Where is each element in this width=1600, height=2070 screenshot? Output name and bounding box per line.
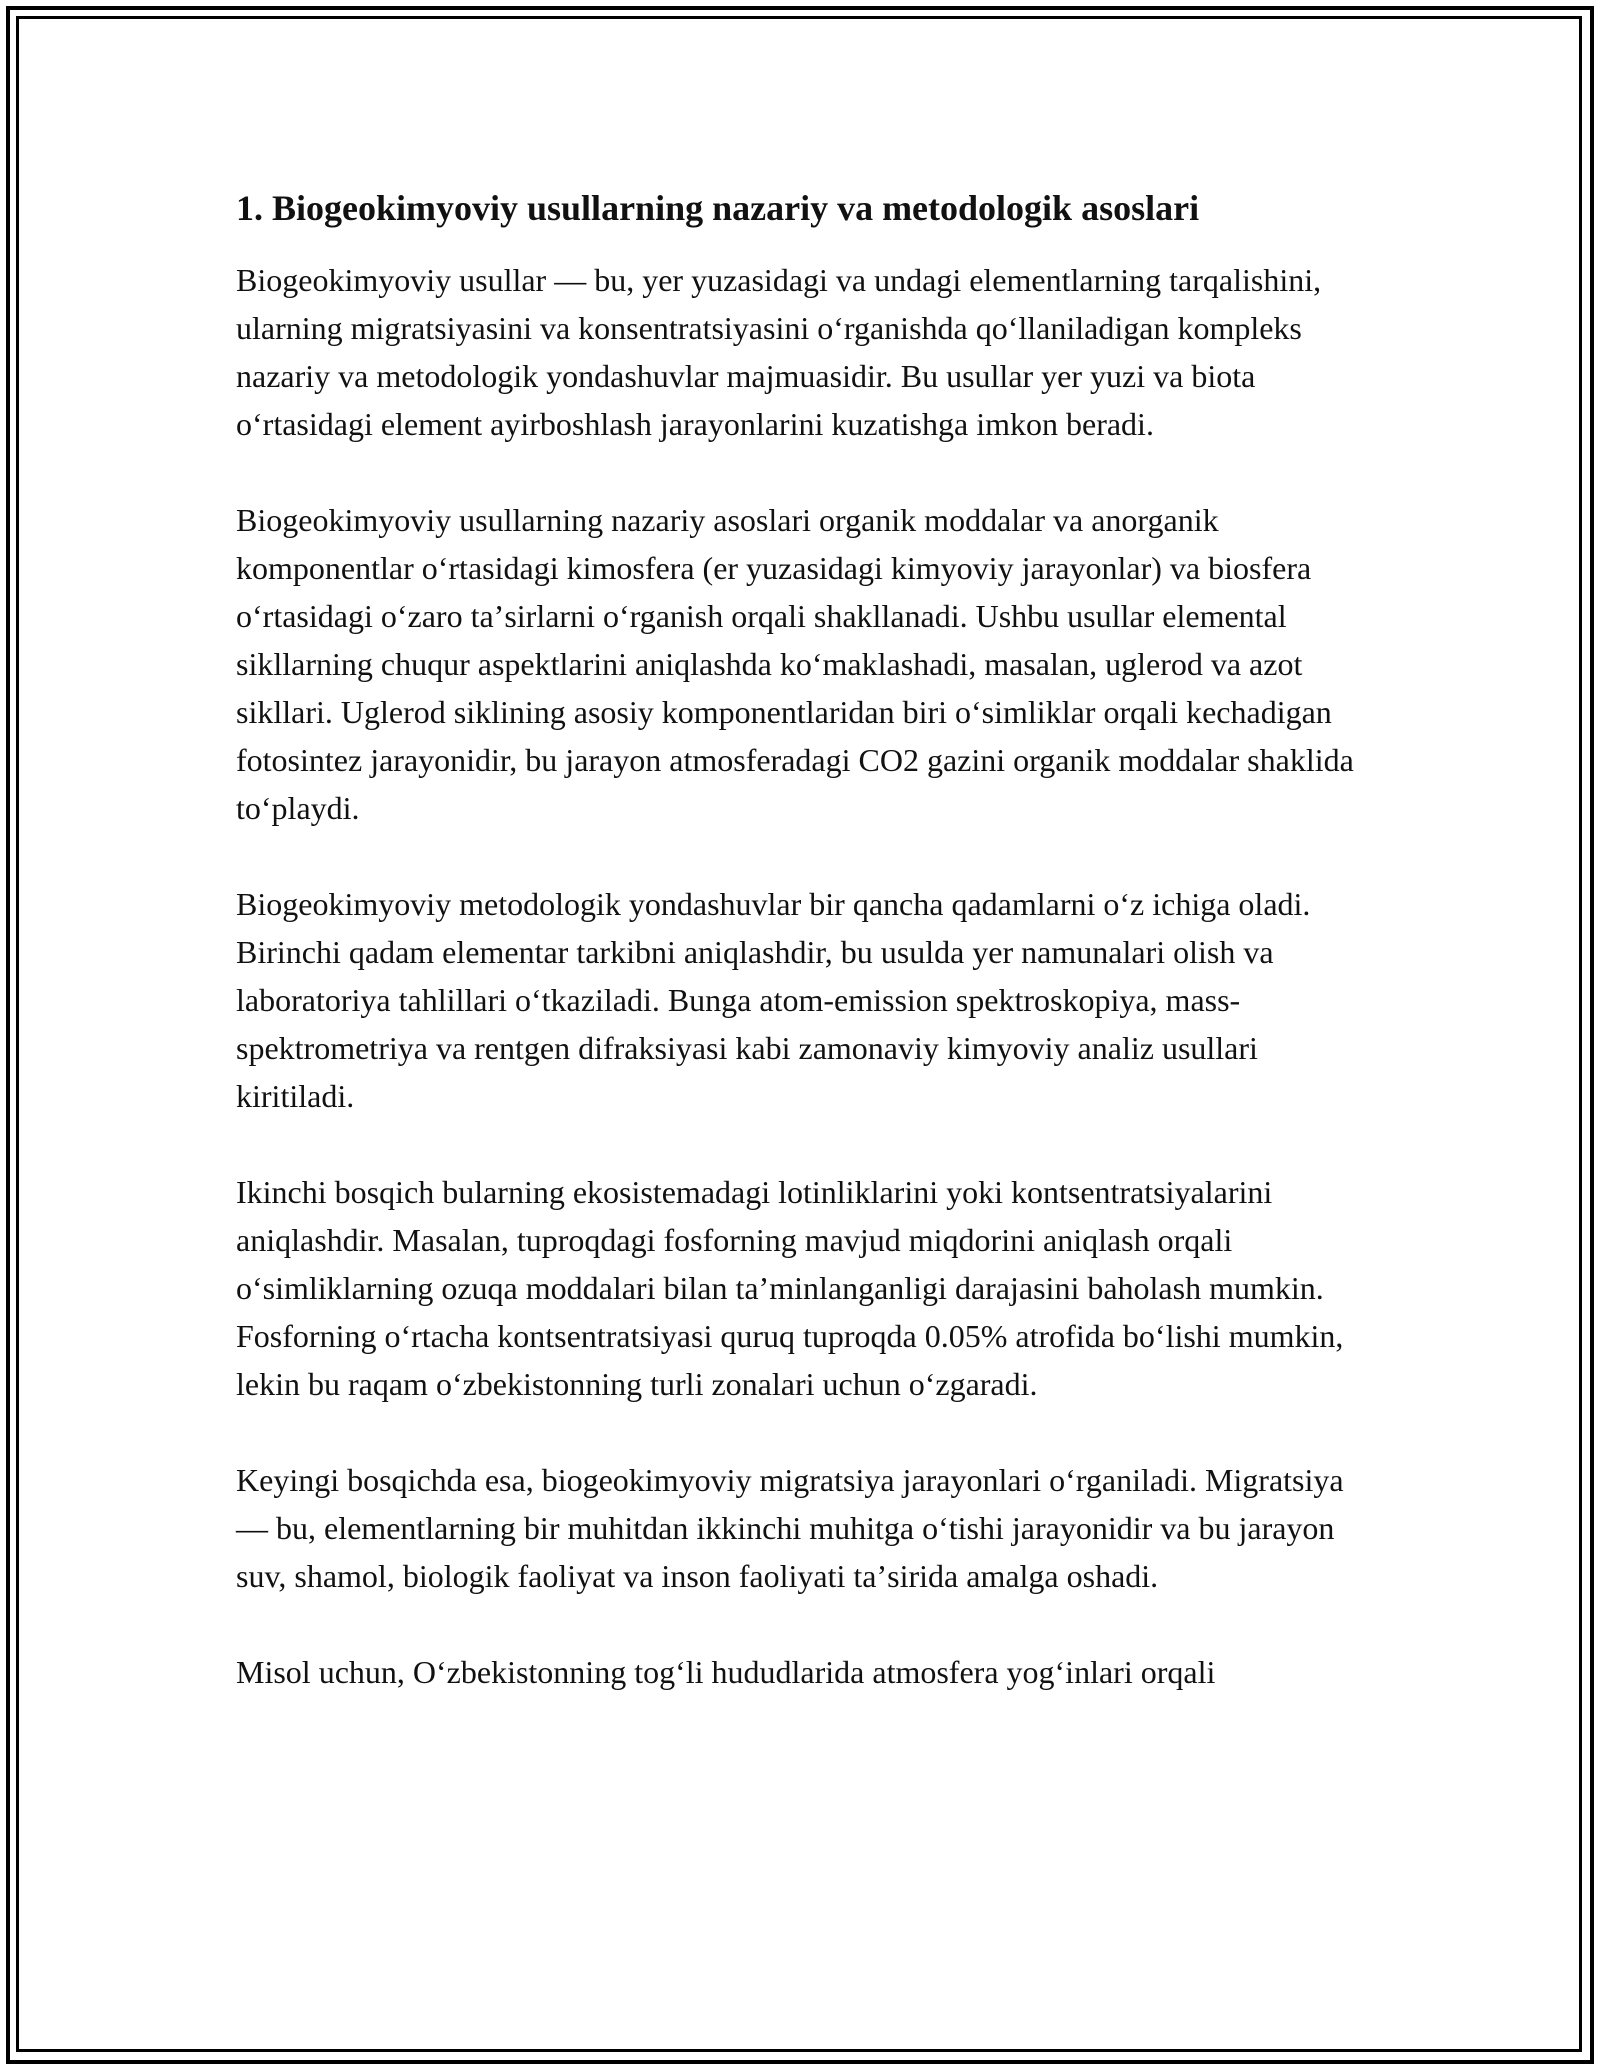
document-body — [236, 186, 1376, 1744]
section-heading: 1. Biogeokimyoviy usullarning nazariy va metodologik asoslari — [236, 188, 1200, 228]
paragraph-1: Biogeokimyoviy usullar — bu, yer yuzasidagi va undagi elementlarning tarqalishini, ularning migratsiyasini va konsentratsiyasini oʻrganishda qoʻllaniladigan kompleks nazariy va metodologik yondashuvlar majmuasidir. Bu usullar yer yuzi va biota oʻrtasidagi element ayirboshlash jarayonlarini kuzatishga imkon beradi. — [236, 262, 1322, 442]
paragraph-2: Biogeokimyoviy usullarning nazariy asoslari organik moddalar va anorganik komponentlar oʻrtasidagi kimosfera (er yuzasidagi kimyoviy jarayonlar) va biosfera oʻrtasidagi oʻzaro taʼsirlarni oʻrganish orqali shakllanadi. Ushbu usullar elemental sikllarning chuqur aspektlarini aniqlashda koʻmaklashadi, masalan, uglerod va azot sikllari. Uglerod siklining asosiy komponentlaridan biri oʻsimliklar orqali kechadigan fotosintez jarayonidir, bu jarayon atmosferadagi CO2 gazini organik moddalar shaklida toʻplaydi. — [236, 502, 1354, 826]
paragraph-6: Misol uchun, Oʻzbekistonning togʻli hududlarida atmosfera yogʻinlari orqali — [236, 1654, 1216, 1690]
paragraph-4: Ikinchi bosqich bularning ekosistemadagi lotinliklarini yoki kontsentratsiyalarini aniqlashdir. Masalan, tuproqdagi fosforning mavjud miqdorini aniqlash orqali oʻsimliklarning ozuqa moddalari bilan taʼminlanganligi darajasini baholash mumkin. Fosforning oʻrtacha kontsentratsiyasi quruq tuproqda 0.05% atrofida boʻlishi mumkin, lekin bu raqam oʻzbekistonning turli zonalari uchun oʻzgaradi. — [236, 1174, 1344, 1402]
paragraph-3: Biogeokimyoviy metodologik yondashuvlar bir qancha qadamlarni oʻz ichiga oladi. Birinchi qadam elementar tarkibni aniqlashdir, bu usulda yer namunalari olish va laboratoriya tahlillari oʻtkaziladi. Bunga atom-emission spektroskopiya, mass-spektrometriya va rentgen difraksiyasi kabi zamonaviy kimyoviy analiz usullari kiritiladi. — [236, 886, 1311, 1114]
paragraph-5: Keyingi bosqichda esa, biogeokimyoviy migratsiya jarayonlari oʻrganiladi. Migratsiya — bu, elementlarning bir muhitdan ikkinchi muhitga oʻtishi jarayonidir va bu jarayon suv, shamol, biologik faoliyat va inson faoliyati taʼsirida amalga oshadi. — [236, 1462, 1344, 1594]
